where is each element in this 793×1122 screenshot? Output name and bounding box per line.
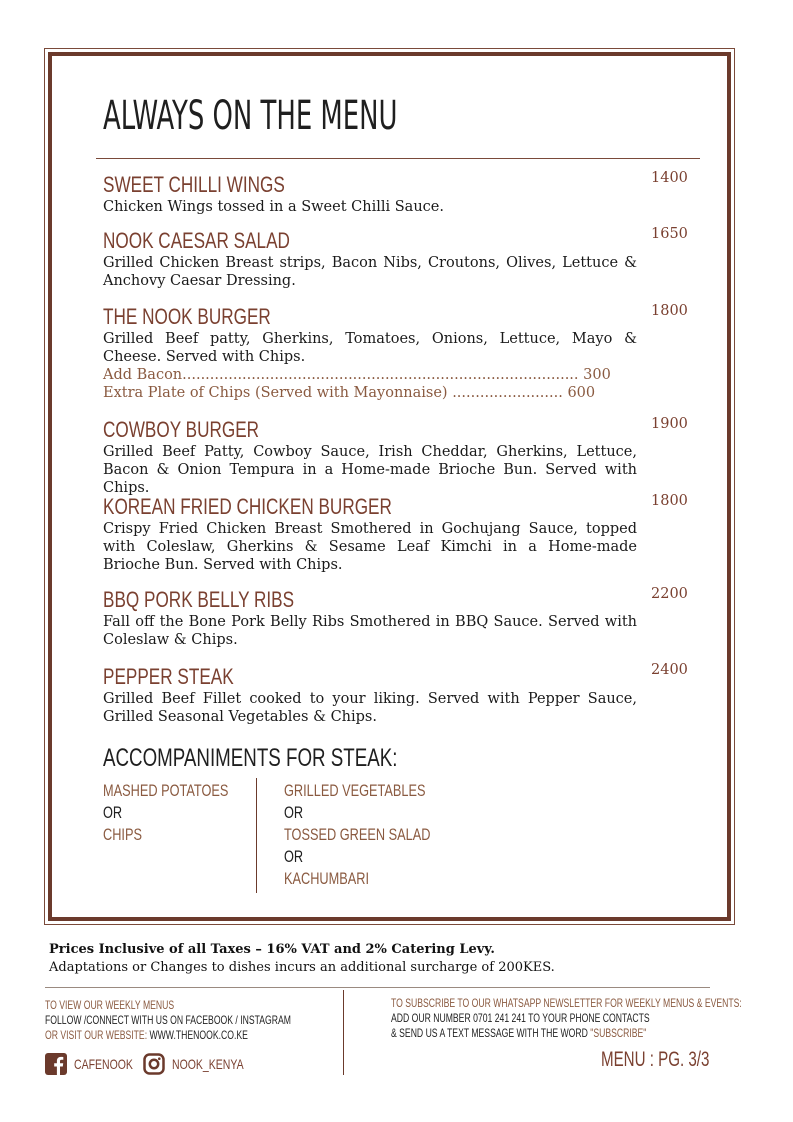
menu-item-pepper-steak — [103, 665, 637, 726]
item-name: SWEET CHILLI WINGS — [103, 172, 285, 197]
menu-item-bbq-pork-belly-ribs — [103, 588, 637, 649]
facebook-link[interactable] — [45, 1052, 153, 1076]
item-price: 2200 — [651, 586, 688, 602]
footer-follow: FOLLOW /CONNECT WITH US ON FACEBOOK / INSTAGRAM — [45, 1013, 291, 1027]
accompaniment-or: OR — [103, 803, 123, 822]
facebook-icon — [45, 1053, 67, 1075]
accompaniment-option: GRILLED VEGETABLES — [284, 781, 426, 800]
item-description: Crispy Fried Chicken Breast Smothered in Gochujang Sauce, topped with Coleslaw, Gherkins & Sesame Leaf Kimchi in a Home-made Brioche Bun. Served with Chips. — [103, 521, 637, 573]
menu-item-korean-fried-chicken-burger — [103, 495, 637, 574]
menu-item-cowboy-burger — [103, 418, 637, 497]
item-description: Grilled Chicken Breast strips, Bacon Nibs, Croutons, Olives, Lettuce & Anchovy Caesar Dressing. — [103, 255, 637, 289]
instagram-link[interactable] — [143, 1052, 267, 1076]
accompaniments-divider — [256, 778, 257, 893]
footer-whatsapp-subscribe: TO SUBSCRIBE TO OUR WHATSAPP NEWSLETTER FOR WEEKLY MENUS & EVENTS: — [391, 996, 742, 1010]
accompaniment-option: CHIPS — [103, 825, 142, 844]
menu-item-the-nook-burger — [103, 305, 637, 402]
item-description: Grilled Beef patty, Gherkins, Tomatoes, Onions, Lettuce, Mayo & Cheese. Served with Chips. — [103, 331, 637, 365]
item-name: THE NOOK BURGER — [103, 304, 271, 329]
item-name: PEPPER STEAK — [103, 664, 234, 689]
item-name: NOOK CAESAR SALAD — [103, 228, 290, 253]
footer-weekly-menus: TO VIEW OUR WEEKLY MENUS — [45, 998, 175, 1012]
item-price: 1800 — [651, 493, 688, 509]
extra-dots: ........................ — [452, 385, 563, 401]
extra-dots: ...................................................................................... — [182, 367, 579, 383]
accompaniment-or: OR — [284, 803, 304, 822]
item-name: COWBOY BURGER — [103, 417, 260, 442]
extra-add-bacon — [103, 366, 637, 384]
item-price: 1800 — [651, 303, 688, 319]
extra-label: Extra Plate of Chips (Served with Mayonnaise) — [103, 385, 448, 401]
surcharge-note: Adaptations or Changes to dishes incurs an additional surcharge of 200KES. — [49, 960, 555, 975]
item-description: Fall off the Bone Pork Belly Ribs Smothered in BBQ Sauce. Served with Coleslaw & Chips. — [103, 614, 637, 648]
item-price: 1900 — [651, 416, 688, 432]
menu-item-nook-caesar-salad — [103, 229, 637, 290]
accompaniments-left-column — [103, 780, 270, 846]
footer-rule — [45, 987, 710, 988]
tax-note: Prices Inclusive of all Taxes – 16% VAT and 2% Catering Levy. — [49, 942, 495, 957]
instagram-icon — [143, 1053, 165, 1075]
extra-label: Add Bacon — [103, 367, 183, 383]
item-name: BBQ PORK BELLY RIBS — [103, 587, 295, 612]
subscribe-word: "SUBSCRIBE" — [590, 1026, 647, 1040]
item-description: Grilled Beef Fillet cooked to your liking. Served with Pepper Sauce, Grilled Seasonal Vegetables & Chips. — [103, 691, 637, 725]
page-number: MENU : PG. 3/3 — [601, 1048, 710, 1071]
item-description: Grilled Beef Patty, Cowboy Sauce, Irish Cheddar, Gherkins, Lettuce, Bacon & Onion Tempura in a Home-made Brioche Bun. Served with Chips. — [103, 444, 637, 496]
accompaniment-option: MASHED POTATOES — [103, 781, 229, 800]
footer-add-number: ADD OUR NUMBER 0701 241 241 TO YOUR PHONE CONTACTS — [391, 1011, 650, 1025]
footer-website — [45, 1028, 248, 1043]
website-prefix: OR VISIT OUR WEBSITE: — [45, 1028, 148, 1042]
footer-send-message — [391, 1026, 646, 1041]
item-name: KOREAN FRIED CHICKEN BURGER — [103, 494, 392, 519]
item-price: 1400 — [651, 170, 688, 186]
page-title: ALWAYS ON THE MENU — [103, 93, 398, 139]
accompaniment-option: KACHUMBARI — [284, 869, 370, 888]
accompaniments-right-column — [284, 780, 479, 890]
item-price: 2400 — [651, 662, 688, 678]
item-description: Chicken Wings tossed in a Sweet Chilli Sauce. — [103, 199, 444, 215]
extra-price: 300 — [583, 367, 611, 383]
send-message-prefix: & SEND US A TEXT MESSAGE WITH THE WORD — [391, 1026, 588, 1040]
instagram-handle: NOOK_KENYA — [172, 1056, 244, 1072]
accompaniment-or: OR — [284, 847, 304, 866]
footer-divider — [343, 990, 344, 1075]
title-divider — [96, 158, 700, 159]
accompaniment-option: TOSSED GREEN SALAD — [284, 825, 431, 844]
website-link[interactable]: WWW.THENOOK.CO.KE — [149, 1028, 248, 1042]
extra-plate-of-chips — [103, 384, 637, 402]
item-price: 1650 — [651, 226, 688, 242]
facebook-handle: CAFENOOK — [74, 1056, 133, 1072]
menu-item-sweet-chilli-wings — [103, 173, 637, 216]
extra-price: 600 — [567, 385, 596, 401]
accompaniments-title: ACCOMPANIMENTS FOR STEAK: — [103, 744, 398, 772]
